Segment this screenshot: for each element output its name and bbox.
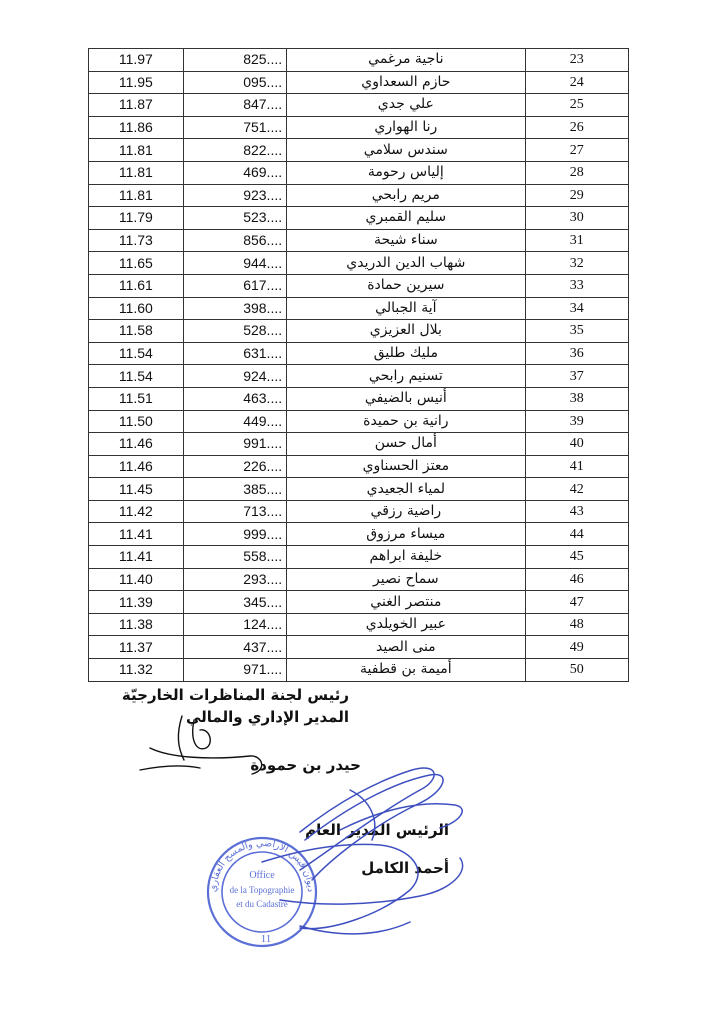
table-row — [89, 320, 629, 343]
rank-cell: 33 — [525, 274, 628, 297]
rank-cell: 48 — [525, 613, 628, 636]
stamp-line-1: Office — [249, 870, 275, 881]
id-cell: 999.... — [183, 523, 286, 546]
rank-cell: 38 — [525, 387, 628, 410]
rank-cell: 30 — [525, 207, 628, 230]
score-cell: 11.54 — [89, 342, 184, 365]
id-cell: 713.... — [183, 500, 286, 523]
name-cell: أنيس بالضيفي — [287, 387, 525, 410]
rank-cell: 27 — [525, 139, 628, 162]
table-row — [89, 274, 629, 297]
rank-cell: 26 — [525, 116, 628, 139]
table-row — [89, 184, 629, 207]
name-cell: تسنيم رابحي — [287, 365, 525, 388]
score-cell: 11.81 — [89, 161, 184, 184]
table-row — [89, 139, 629, 162]
table-row — [89, 297, 629, 320]
rank-cell: 37 — [525, 365, 628, 388]
table-row — [89, 207, 629, 230]
id-cell: 617.... — [183, 274, 286, 297]
id-cell: 469.... — [183, 161, 286, 184]
name-cell: سندس سلامي — [287, 139, 525, 162]
rank-cell: 35 — [525, 320, 628, 343]
rank-cell: 36 — [525, 342, 628, 365]
id-cell: 558.... — [183, 546, 286, 569]
table-row — [89, 546, 629, 569]
rank-cell: 39 — [525, 410, 628, 433]
committee-title: رئيس لجنة المناظرات الخارجيّة — [121, 686, 349, 704]
name-cell: خليفة ابراهم — [287, 546, 525, 569]
name-cell: سماح نصير — [287, 568, 525, 591]
office-stamp — [208, 838, 316, 946]
id-cell: 751.... — [183, 116, 286, 139]
rank-cell: 46 — [525, 568, 628, 591]
rank-cell: 29 — [525, 184, 628, 207]
score-cell: 11.60 — [89, 297, 184, 320]
rank-cell: 50 — [525, 659, 628, 682]
rank-cell: 23 — [525, 49, 628, 72]
id-cell: 822.... — [183, 139, 286, 162]
score-cell: 11.87 — [89, 94, 184, 117]
name-cell: أميمة بن قطفية — [287, 659, 525, 682]
name-cell: إلياس رحومة — [287, 161, 525, 184]
id-cell: 528.... — [183, 320, 286, 343]
rank-cell: 31 — [525, 229, 628, 252]
rank-cell: 28 — [525, 161, 628, 184]
rank-cell: 43 — [525, 500, 628, 523]
name-cell: رنا الهواري — [287, 116, 525, 139]
name-cell: أمال حسن — [287, 433, 525, 456]
id-cell: 991.... — [183, 433, 286, 456]
id-cell: 293.... — [183, 568, 286, 591]
id-cell: 449.... — [183, 410, 286, 433]
id-cell: 345.... — [183, 591, 286, 614]
table-row — [89, 568, 629, 591]
table-row — [89, 49, 629, 72]
stamp-line-2: de la Topographie — [229, 885, 295, 895]
score-cell: 11.51 — [89, 387, 184, 410]
score-cell: 11.73 — [89, 229, 184, 252]
name-cell: ميساء مرزوق — [287, 523, 525, 546]
name-cell: عبير الخويلدي — [287, 613, 525, 636]
table-row — [89, 116, 629, 139]
score-cell: 11.41 — [89, 523, 184, 546]
score-cell: 11.37 — [89, 636, 184, 659]
rank-cell: 41 — [525, 455, 628, 478]
committee-signature-block — [121, 684, 361, 776]
table-row — [89, 636, 629, 659]
name-cell: سناء شيحة — [287, 229, 525, 252]
table-row — [89, 613, 629, 636]
score-cell: 11.32 — [89, 659, 184, 682]
table-row — [89, 410, 629, 433]
score-cell: 11.61 — [89, 274, 184, 297]
id-cell: 631.... — [183, 342, 286, 365]
rank-cell: 32 — [525, 252, 628, 275]
name-cell: راضية رزقي — [287, 500, 525, 523]
rank-cell: 44 — [525, 523, 628, 546]
name-cell: لمياء الجعيدي — [287, 478, 525, 501]
svg-text:ديوان قيس الأراضي والمسح العقا — [208, 838, 316, 893]
table-row — [89, 229, 629, 252]
name-cell: منى الصيد — [287, 636, 525, 659]
id-cell: 437.... — [183, 636, 286, 659]
stamp-ring-text: ديوان قيس الأراضي والمسح العقاري — [207, 837, 317, 893]
score-cell: 11.86 — [89, 116, 184, 139]
id-cell: 971.... — [183, 659, 286, 682]
name-cell: شهاب الدين الدريدي — [287, 252, 525, 275]
name-cell: مريم رابحي — [287, 184, 525, 207]
rank-cell: 49 — [525, 636, 628, 659]
rank-cell: 42 — [525, 478, 628, 501]
rank-cell: 25 — [525, 94, 628, 117]
results-table — [88, 48, 629, 682]
score-cell: 11.97 — [89, 49, 184, 72]
rank-cell: 40 — [525, 433, 628, 456]
director-name: أحمد الكامل — [361, 859, 449, 877]
id-cell: 124.... — [183, 613, 286, 636]
table-row — [89, 591, 629, 614]
id-cell: 398.... — [183, 297, 286, 320]
name-cell: ناجية مرغمي — [287, 49, 525, 72]
id-cell: 923.... — [183, 184, 286, 207]
score-cell: 11.81 — [89, 184, 184, 207]
id-cell: 385.... — [183, 478, 286, 501]
table-row — [89, 71, 629, 94]
id-cell: 944.... — [183, 252, 286, 275]
score-cell: 11.42 — [89, 500, 184, 523]
score-cell: 11.54 — [89, 365, 184, 388]
table-row — [89, 455, 629, 478]
name-cell: بلال العزيزي — [287, 320, 525, 343]
table-row — [89, 433, 629, 456]
id-cell: 095.... — [183, 71, 286, 94]
table-row — [89, 365, 629, 388]
table-row — [89, 94, 629, 117]
name-cell: سيرين حمادة — [287, 274, 525, 297]
table-row — [89, 252, 629, 275]
score-cell: 11.58 — [89, 320, 184, 343]
table-row — [89, 478, 629, 501]
name-cell: حازم السعداوي — [287, 71, 525, 94]
table-row — [89, 659, 629, 682]
score-cell: 11.45 — [89, 478, 184, 501]
name-cell: منتصر الغني — [287, 591, 525, 614]
id-cell: 825.... — [183, 49, 286, 72]
score-cell: 11.95 — [89, 71, 184, 94]
rank-cell: 34 — [525, 297, 628, 320]
id-cell: 226.... — [183, 455, 286, 478]
score-cell: 11.79 — [89, 207, 184, 230]
name-cell: آية الجبالي — [287, 297, 525, 320]
id-cell: 463.... — [183, 387, 286, 410]
score-cell: 11.38 — [89, 613, 184, 636]
name-cell: سليم القمبري — [287, 207, 525, 230]
table-row — [89, 342, 629, 365]
director-signature-block — [305, 818, 449, 880]
rank-cell: 24 — [525, 71, 628, 94]
score-cell: 11.46 — [89, 455, 184, 478]
director-title: الرئيس المدير العام — [305, 821, 449, 839]
rank-cell: 47 — [525, 591, 628, 614]
stamp-line-3: et du Cadastre — [236, 899, 288, 909]
committee-subtitle: المدير الإداري والمالي — [185, 708, 349, 726]
score-cell: 11.81 — [89, 139, 184, 162]
score-cell: 11.40 — [89, 568, 184, 591]
stamp-number: 11 — [260, 933, 272, 945]
table-row — [89, 500, 629, 523]
name-cell: مليك طليق — [287, 342, 525, 365]
id-cell: 856.... — [183, 229, 286, 252]
score-cell: 11.50 — [89, 410, 184, 433]
name-cell: معتز الحسناوي — [287, 455, 525, 478]
score-cell: 11.41 — [89, 546, 184, 569]
name-cell: علي جدي — [287, 94, 525, 117]
id-cell: 523.... — [183, 207, 286, 230]
score-cell: 11.39 — [89, 591, 184, 614]
table-row — [89, 161, 629, 184]
results-table-body — [89, 49, 629, 682]
id-cell: 847.... — [183, 94, 286, 117]
table-row — [89, 523, 629, 546]
committee-signatory-name: حيدر بن حمودة — [250, 756, 361, 774]
score-cell: 11.65 — [89, 252, 184, 275]
table-row — [89, 387, 629, 410]
id-cell: 924.... — [183, 365, 286, 388]
score-cell: 11.46 — [89, 433, 184, 456]
rank-cell: 45 — [525, 546, 628, 569]
name-cell: رانية بن حميدة — [287, 410, 525, 433]
